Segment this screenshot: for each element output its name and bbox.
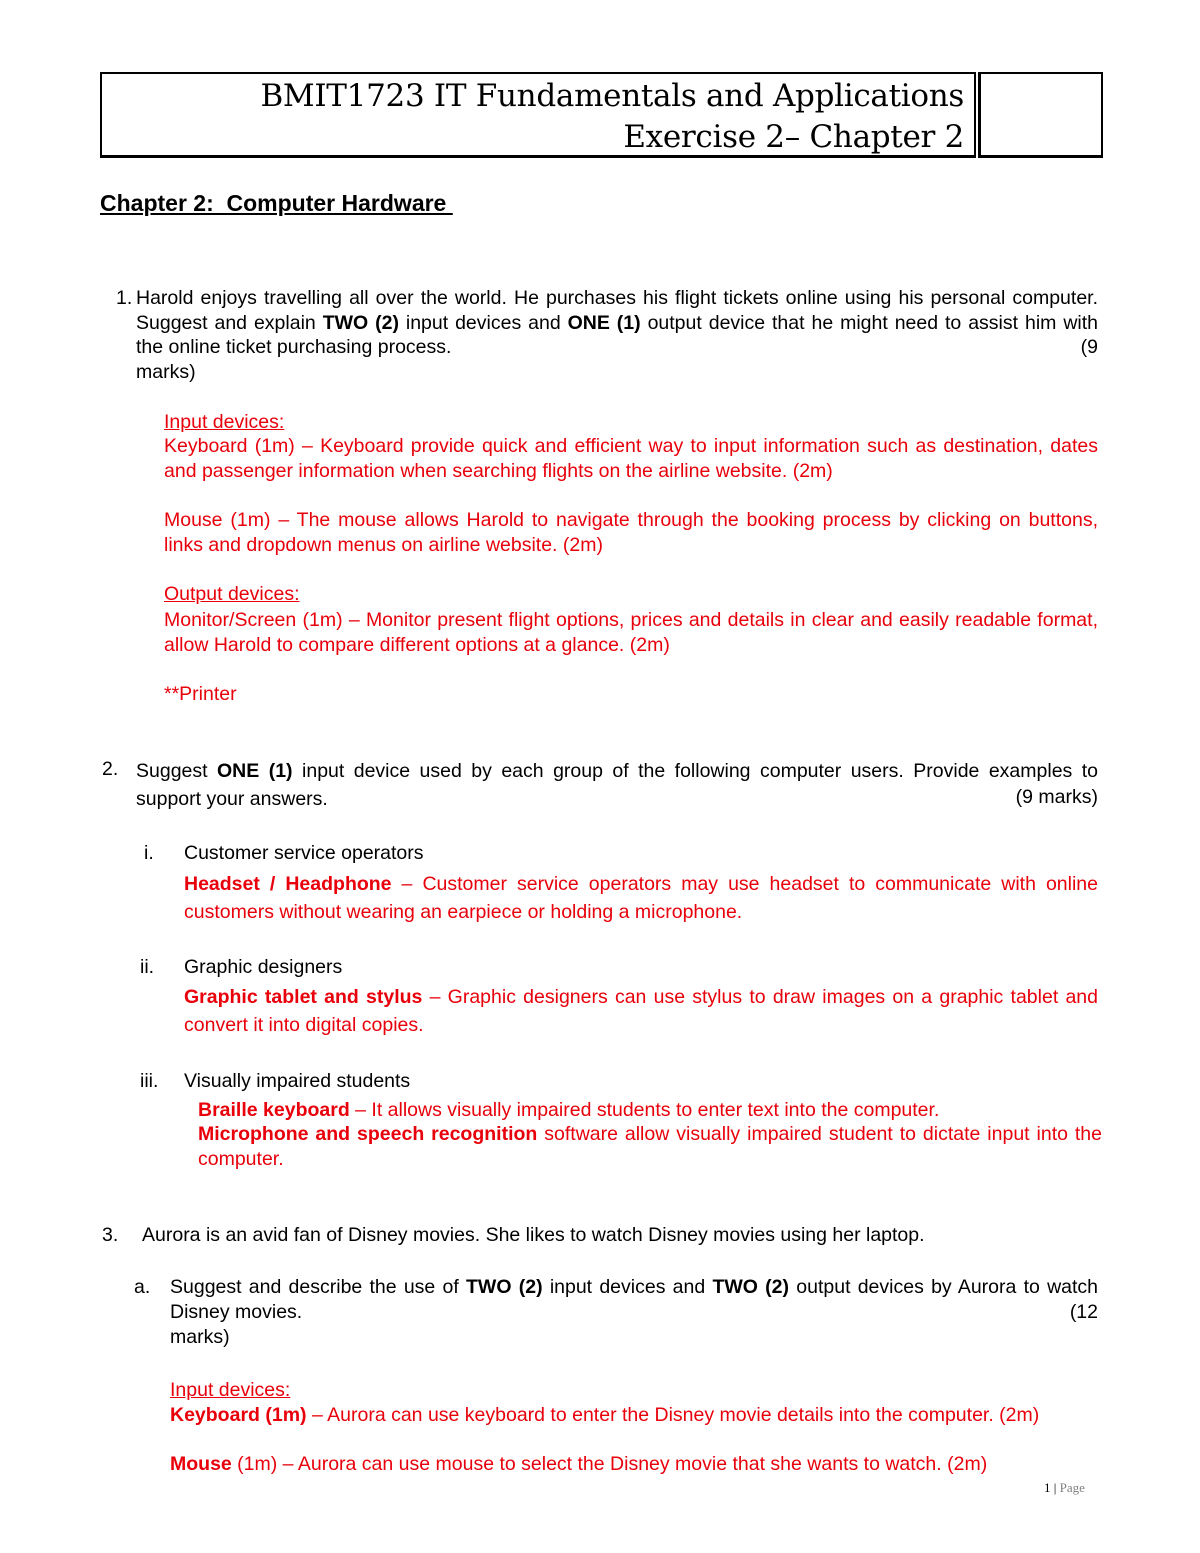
q1-text: Harold enjoys travelling all over the world. He purchases his flight tickets online using his personal computer. Suggest and explain TWO (2) input devices and ONE (1) output device that he might need to assist him with the online ticket purchasing process. [136, 287, 1099, 358]
q3a-input-heading: Input devices: [170, 1379, 291, 1401]
q1-monitor-answer: Monitor/Screen (1m) – Monitor present flight options, prices and details in clear and easily readable format, allow Harold to compare different options at a glance. (2m) [164, 609, 1098, 656]
q3a-text: Suggest and describe the use of TWO (2) input devices and TWO (2) output devices by Aurora to watch Disney movies. [170, 1276, 1099, 1323]
header-side-box [978, 72, 1103, 158]
q2-ii-answer: Graphic tablet and stylus – Graphic designers can use stylus to draw images on a graphic tablet and convert it into digital copies. [184, 986, 1098, 1036]
q1-number: 1. [116, 287, 133, 309]
q1-keyboard-answer: Keyboard (1m) – Keyboard provide quick and efficient way to input information such as destination, dates and passenger information when searching flights on the airline website. (2m) [164, 435, 1098, 482]
q1-output-heading: Output devices: [164, 583, 300, 605]
q3a-keyboard-answer: Keyboard (1m) – Aurora can use keyboard to enter the Disney movie details into the computer. (2m) [170, 1404, 1040, 1426]
q3-number: 3. [102, 1224, 119, 1246]
q2-ii-roman: ii. [140, 956, 155, 978]
q1-printer-answer: **Printer [164, 683, 237, 705]
chapter-title: Chapter 2: Computer Hardware [100, 190, 453, 216]
q3a-marks-close: marks) [170, 1326, 230, 1348]
q2-i-answer: Headset / Headphone – Customer service operators may use headset to communicate with online customers without wearing an earpiece or holding a microphone. [184, 873, 1098, 923]
page-footer [1044, 1480, 1085, 1496]
page-separator: | [1053, 1480, 1057, 1495]
q1-marks-open: (9 [1080, 336, 1098, 358]
page-word: Page [1059, 1480, 1085, 1495]
course-title: BMIT1723 IT Fundamentals and Applications [260, 78, 964, 114]
q3-text: Aurora is an avid fan of Disney movies. She likes to watch Disney movies using her laptop. [142, 1224, 925, 1246]
page-number: 1 [1044, 1480, 1051, 1495]
q2-iii-roman: iii. [140, 1070, 159, 1092]
q1-marks-close: marks) [136, 361, 196, 383]
q2-marks: (9 marks) [1015, 786, 1098, 808]
q2-text: Suggest ONE (1) input device used by each group of the following computer users. Provide examples to support your answers. [136, 760, 1098, 810]
q2-iii-answer-1: Braille keyboard – It allows visually impaired students to enter text into the computer. [198, 1099, 940, 1121]
q2-ii-label: Graphic designers [184, 956, 343, 978]
q2-iii-answer-2: Microphone and speech recognition software allow visually impaired student to dictate input into the computer. [198, 1123, 1102, 1170]
q2-iii-label: Visually impaired students [184, 1070, 411, 1092]
exercise-title: Exercise 2– Chapter 2 [623, 119, 964, 155]
q2-number: 2. [102, 758, 119, 780]
q2-i-roman: i. [144, 842, 154, 864]
q3a-mouse-answer: Mouse (1m) – Aurora can use mouse to select the Disney movie that she wants to watch. (2m) [170, 1453, 988, 1475]
q1-mouse-answer: Mouse (1m) – The mouse allows Harold to navigate through the booking process by clicking on buttons, links and dropdown menus on airline website. (2m) [164, 509, 1098, 556]
q3a-marks-open: (12 [1069, 1301, 1098, 1323]
q2-i-label: Customer service operators [184, 842, 424, 864]
q3a-letter: a. [134, 1276, 151, 1298]
q1-input-heading: Input devices: [164, 411, 285, 433]
